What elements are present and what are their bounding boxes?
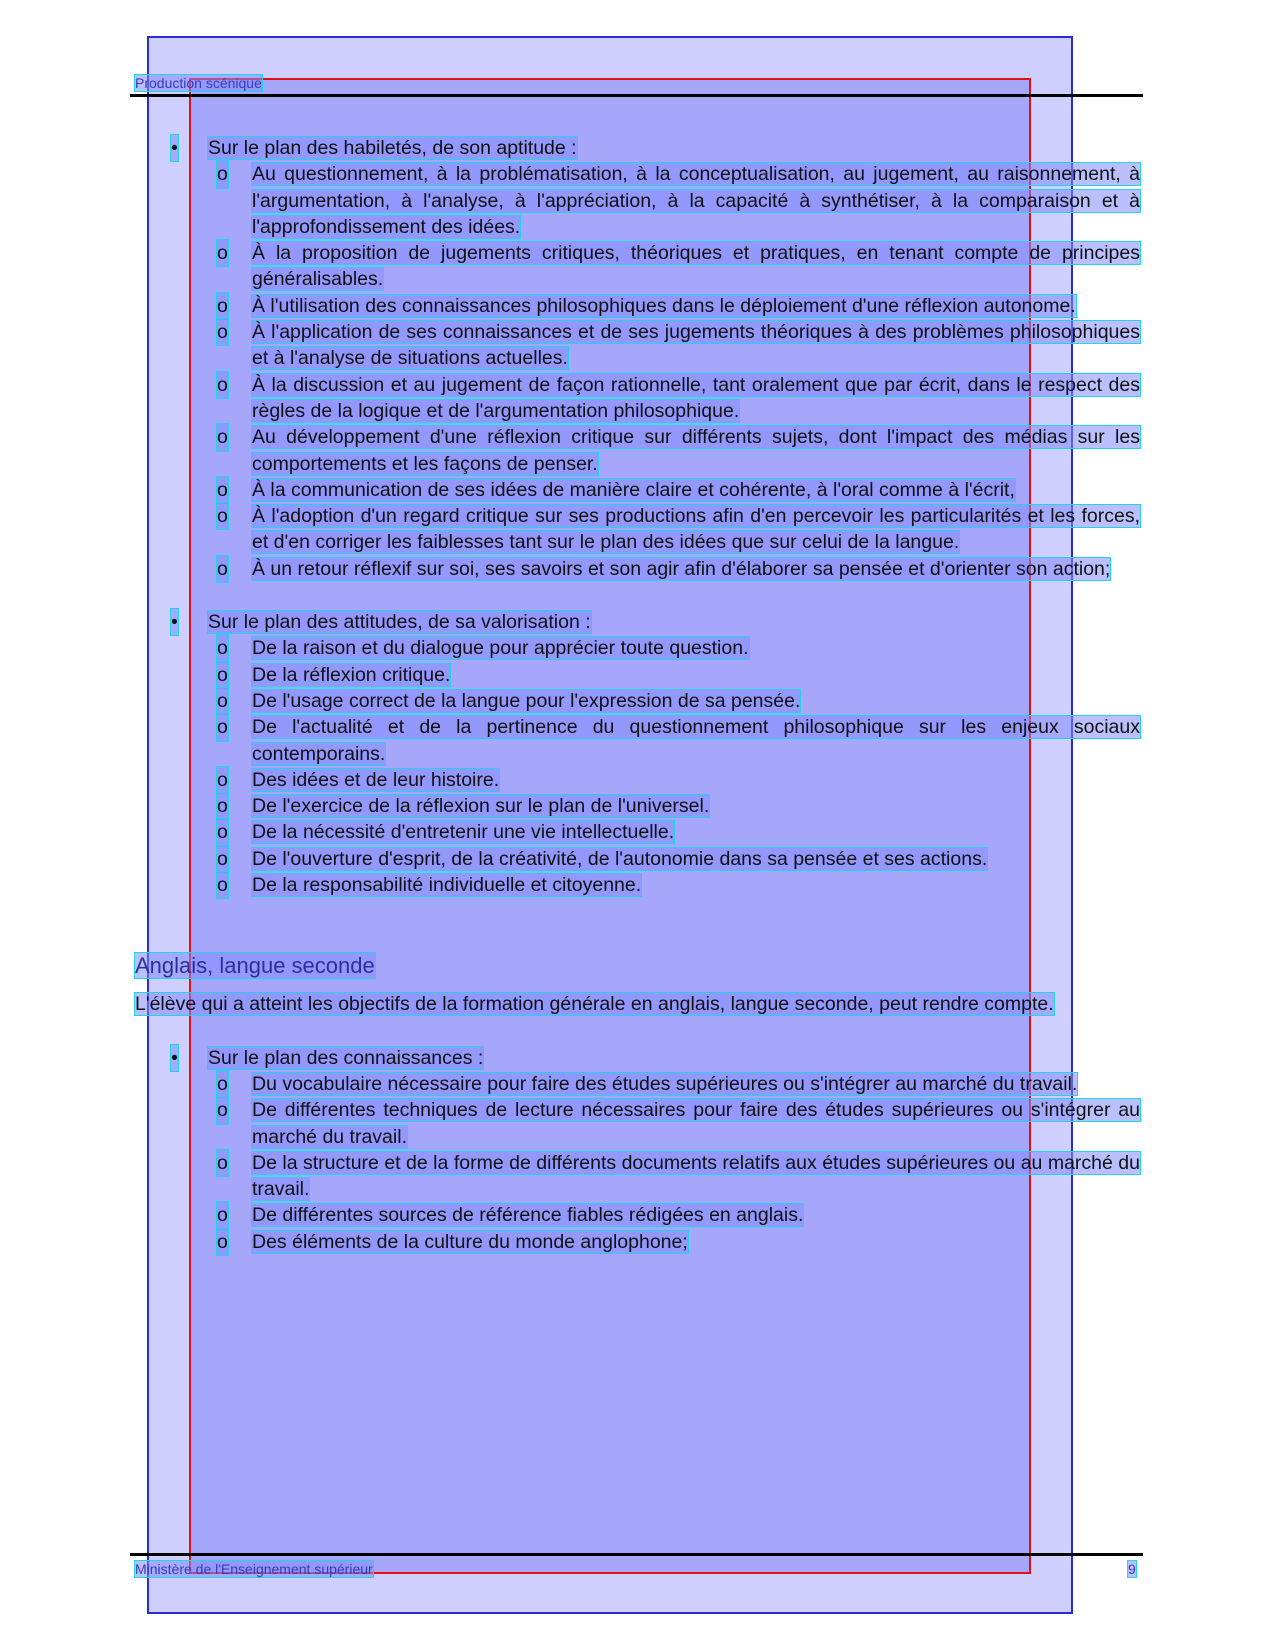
bullet-icon: o xyxy=(217,556,228,582)
list-item-text: De différentes sources de référence fiables rédigées en anglais. xyxy=(252,1204,804,1227)
bullet-icon: o xyxy=(217,1150,228,1176)
list-item-text: De l'usage correct de la langue pour l'expression de sa pensée. xyxy=(252,689,801,712)
footer-ministry: Ministère de l'Enseignement supérieur xyxy=(135,1561,373,1577)
bullet-icon: o xyxy=(217,635,228,661)
list-item xyxy=(135,793,1140,819)
page-number: 9 xyxy=(1128,1561,1136,1577)
list-item xyxy=(135,635,1140,661)
intro-paragraph xyxy=(135,991,1140,1017)
header-rule xyxy=(130,94,1143,97)
list-item-text: Au questionnement, à la problématisation, à la conceptualisation, au jugement, au raisonnement, à l'argumentation, à l'analyse, à l'appréciation, à la capacité à synthétiser, à la comparaison et à l'approfondissement des idées. xyxy=(252,163,1140,238)
list-item-text: De la nécessité d'entretenir une vie intellectuelle. xyxy=(252,821,675,844)
section3-heading: Sur le plan des connaissances : xyxy=(208,1046,484,1069)
bullet-icon: o xyxy=(217,319,228,345)
bullet-icon: o xyxy=(217,1097,228,1123)
bullet-icon: o xyxy=(217,662,228,688)
bullet-icon: o xyxy=(217,1202,228,1228)
list-item xyxy=(135,846,1140,872)
list-item xyxy=(135,240,1140,293)
bullet-icon: o xyxy=(217,688,228,714)
list-item xyxy=(135,556,1140,582)
bullet-icon: o xyxy=(217,424,228,450)
section2-heading-item xyxy=(135,609,1140,635)
bullet-icon: o xyxy=(217,1071,228,1097)
bullet-icon: o xyxy=(217,846,228,872)
list-item xyxy=(135,1097,1140,1150)
list-item-text: À l'application de ses connaissances et de ses jugements théoriques à des problèmes philosophiques et à l'analyse de situations actuelles. xyxy=(252,321,1140,370)
list-item xyxy=(135,688,1140,714)
bullet-icon: o xyxy=(217,161,228,187)
bullet-icon: o xyxy=(217,477,228,503)
list-item xyxy=(135,1150,1140,1203)
bullet-icon: o xyxy=(217,872,228,898)
bullet-icon: • xyxy=(171,1045,178,1071)
list-item-text: De la réflexion critique. xyxy=(252,663,451,686)
list-item-text: À l'adoption d'un regard critique sur ses productions afin d'en percevoir les particularités et les forces, et d'en corriger les faiblesses tant sur le plan des idées que sur celui de la langue. xyxy=(252,505,1140,554)
bullet-icon: • xyxy=(171,609,178,635)
list-item xyxy=(135,319,1140,372)
list-item xyxy=(135,1202,1140,1228)
list-item-text: Du vocabulaire nécessaire pour faire des études supérieures ou s'intégrer au marché du travail. xyxy=(252,1072,1078,1095)
list-item-text: De la structure et de la forme de différents documents relatifs aux études supérieures ou au marché du travail. xyxy=(252,1151,1140,1201)
list-item xyxy=(135,1071,1140,1097)
list-item xyxy=(135,767,1140,793)
list-item-text: À la communication de ses idées de manière claire et cohérente, à l'oral comme à l'écrit, xyxy=(252,478,1015,501)
list-item xyxy=(135,662,1140,688)
list-item-text: De l'actualité et de la pertinence du questionnement philosophique sur les enjeux sociaux contemporains. xyxy=(252,716,1140,765)
bullet-icon: o xyxy=(217,793,228,819)
section2-heading: Sur le plan des attitudes, de sa valorisation : xyxy=(208,611,591,634)
list-item xyxy=(135,819,1140,845)
list-item-text: De l'ouverture d'esprit, de la créativité, de l'autonomie dans sa pensée et ses actions. xyxy=(252,847,988,870)
list-item xyxy=(135,424,1140,477)
list-item-text: De la responsabilité individuelle et citoyenne. xyxy=(252,874,642,897)
list-item xyxy=(135,872,1140,898)
bullet-icon: o xyxy=(217,819,228,845)
bullet-icon: o xyxy=(217,240,228,266)
bullet-icon: o xyxy=(217,714,228,740)
bullet-icon: o xyxy=(217,1229,228,1255)
section-title-anglais xyxy=(135,951,1140,981)
list-item-text: À un retour réflexif sur soi, ses savoirs et son agir afin d'élaborer sa pensée et d'orienter son action; xyxy=(252,557,1111,580)
list-item-text: De différentes techniques de lecture nécessaires pour faire des études supérieures ou s'intégrer au marché du travail. xyxy=(252,1099,1140,1148)
bullet-icon: o xyxy=(217,767,228,793)
list-item xyxy=(135,1229,1140,1255)
list-item-text: Des idées et de leur histoire. xyxy=(252,768,500,791)
bullet-icon: o xyxy=(217,293,228,319)
list-item xyxy=(135,477,1140,503)
section-title-text: Anglais, langue seconde xyxy=(135,953,375,979)
list-item-text: À la discussion et au jugement de façon rationnelle, tant oralement que par écrit, dans le respect des règles de la logique et de l'argumentation philosophique. xyxy=(252,373,1140,422)
list-item xyxy=(135,293,1140,319)
page-content xyxy=(135,135,1140,1255)
list-item-text: Des éléments de la culture du monde anglophone; xyxy=(252,1230,688,1253)
list-item-text: De la raison et du dialogue pour apprécier toute question. xyxy=(252,637,749,660)
list-item-text: De l'exercice de la réflexion sur le plan de l'universel. xyxy=(252,795,710,818)
section1-heading-item xyxy=(135,135,1140,161)
list-item-text: À l'utilisation des connaissances philosophiques dans le déploiement d'une réflexion autonome. xyxy=(252,294,1076,317)
section1-heading: Sur le plan des habiletés, de son aptitude : xyxy=(208,137,577,159)
list-item-text: À la proposition de jugements critiques, théoriques et pratiques, en tenant compte de principes généralisables. xyxy=(252,242,1140,291)
list-item xyxy=(135,714,1140,767)
footer-rule xyxy=(130,1553,1143,1556)
section3-heading-item xyxy=(135,1045,1140,1071)
list-item xyxy=(135,161,1140,240)
list-item xyxy=(135,503,1140,556)
bullet-icon: o xyxy=(217,503,228,529)
list-item xyxy=(135,372,1140,425)
bullet-icon: o xyxy=(217,372,228,398)
list-item-text: Au développement d'une réflexion critique sur différents sujets, dont l'impact des médias sur les comportements et les façons de penser. xyxy=(252,426,1140,475)
bullet-icon: • xyxy=(171,135,178,161)
page-header-title: Production scénique xyxy=(135,75,262,91)
intro-text: L'élève qui a atteint les objectifs de la formation générale en anglais, langue seconde, peut rendre compte. xyxy=(135,993,1054,1016)
